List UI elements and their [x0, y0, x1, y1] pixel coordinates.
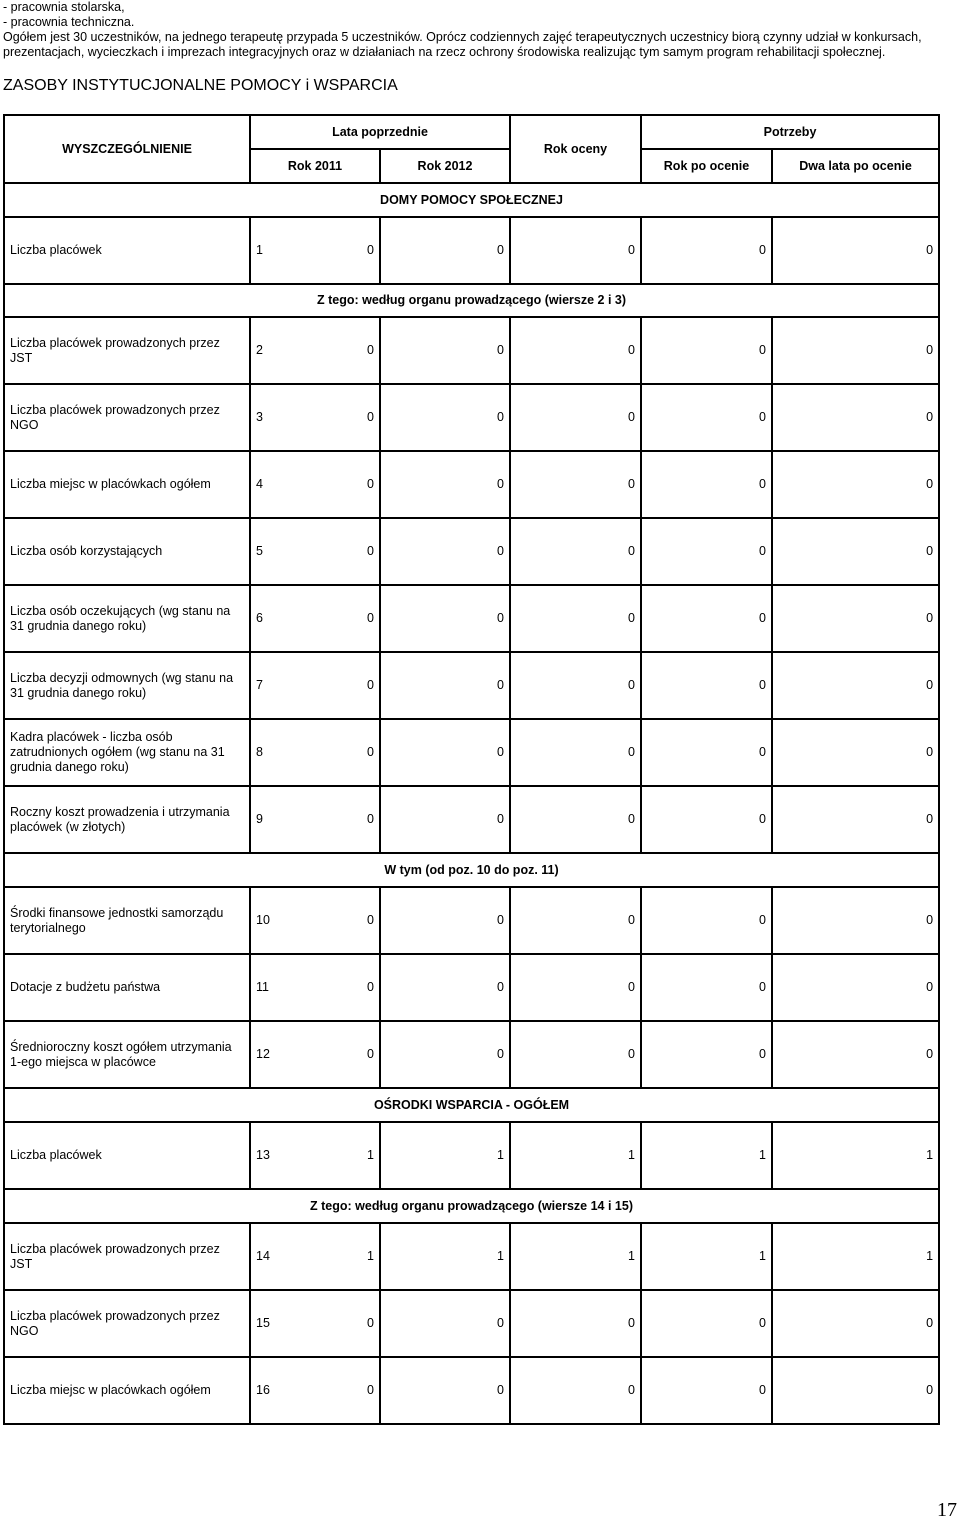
row-number — [250, 1290, 380, 1357]
table-row — [4, 652, 939, 719]
value-rok-po-ocenie: 0 — [641, 1290, 772, 1357]
value-rok-oceny: 0 — [510, 719, 641, 786]
value-rok-oceny: 0 — [510, 887, 641, 954]
value-rok-2012: 1 — [380, 1122, 510, 1189]
value-rok-po-ocenie: 0 — [641, 585, 772, 652]
value-dwa-lata-po-ocenie: 0 — [772, 652, 939, 719]
value-rok-2012: 0 — [380, 719, 510, 786]
value-rok-oceny: 0 — [510, 786, 641, 853]
table-row — [4, 786, 939, 853]
table-row — [4, 887, 939, 954]
value-rok-2011: 0 — [367, 611, 374, 625]
intro-line: Ogółem jest 30 uczestników, na jednego terapeutę przypada 5 uczestników. Oprócz codziennych zajęć terapeutycznych uczestnicy biorą czynny udział w konkursach, — [3, 30, 922, 44]
value-dwa-lata-po-ocenie: 0 — [772, 384, 939, 451]
section-heading: ZASOBY INSTYTUCJONALNE POMOCY i WSPARCIA — [3, 77, 398, 94]
value-rok-po-ocenie: 0 — [641, 317, 772, 384]
value-rok-2011: 0 — [367, 980, 374, 994]
header-dwa-lata-po-ocenie: Dwa lata po ocenie — [772, 149, 939, 183]
section-row — [4, 1189, 939, 1223]
value-rok-oceny: 1 — [510, 1122, 641, 1189]
section-row — [4, 183, 939, 217]
section-title: DOMY POMOCY SPOŁECZNEJ — [4, 183, 939, 217]
value-rok-oceny: 0 — [510, 217, 641, 284]
row-index: 3 — [256, 410, 263, 424]
value-dwa-lata-po-ocenie: 0 — [772, 1357, 939, 1424]
value-rok-2012: 0 — [380, 954, 510, 1021]
row-index: 2 — [256, 343, 263, 357]
table-row — [4, 1021, 939, 1088]
value-rok-2012: 0 — [380, 1021, 510, 1088]
value-dwa-lata-po-ocenie: 0 — [772, 317, 939, 384]
value-rok-2011: 1 — [367, 1249, 374, 1263]
row-number — [250, 451, 380, 518]
row-number — [250, 585, 380, 652]
table-row — [4, 384, 939, 451]
value-rok-po-ocenie: 0 — [641, 518, 772, 585]
row-number — [250, 1223, 380, 1290]
row-number — [250, 1021, 380, 1088]
value-rok-po-ocenie: 0 — [641, 652, 772, 719]
row-label: Liczba osób korzystających — [4, 518, 250, 585]
value-dwa-lata-po-ocenie: 0 — [772, 719, 939, 786]
row-index: 8 — [256, 745, 263, 759]
value-rok-po-ocenie: 0 — [641, 1021, 772, 1088]
value-dwa-lata-po-ocenie: 0 — [772, 585, 939, 652]
table-row — [4, 719, 939, 786]
row-label: Liczba decyzji odmownych (wg stanu na 31 grudnia danego roku) — [4, 652, 250, 719]
row-label: Liczba placówek — [4, 217, 250, 284]
row-label: Średnioroczny koszt ogółem utrzymania 1-ego miejsca w placówce — [4, 1021, 250, 1088]
value-rok-2011: 0 — [367, 243, 374, 257]
row-index: 13 — [256, 1148, 270, 1162]
header-lata-poprzednie: Lata poprzednie — [250, 115, 510, 149]
row-number — [250, 317, 380, 384]
value-rok-po-ocenie: 0 — [641, 719, 772, 786]
row-number — [250, 384, 380, 451]
row-number — [250, 652, 380, 719]
table-row — [4, 451, 939, 518]
value-rok-oceny: 0 — [510, 1357, 641, 1424]
section-row — [4, 853, 939, 887]
section-title: Z tego: według organu prowadzącego (wiersze 2 i 3) — [4, 284, 939, 317]
row-number — [250, 887, 380, 954]
value-rok-2011: 0 — [367, 678, 374, 692]
row-number — [250, 954, 380, 1021]
table-row — [4, 1122, 939, 1189]
row-label: Roczny koszt prowadzenia i utrzymania placówek (w złotych) — [4, 786, 250, 853]
resources-table — [3, 114, 940, 1425]
value-rok-po-ocenie: 0 — [641, 217, 772, 284]
value-rok-2012: 0 — [380, 518, 510, 585]
value-dwa-lata-po-ocenie: 1 — [772, 1122, 939, 1189]
value-rok-2012: 0 — [380, 652, 510, 719]
header-rok-po-ocenie: Rok po ocenie — [641, 149, 772, 183]
row-label: Liczba placówek prowadzonych przez NGO — [4, 384, 250, 451]
value-rok-2011: 0 — [367, 477, 374, 491]
value-rok-oceny: 0 — [510, 317, 641, 384]
value-dwa-lata-po-ocenie: 0 — [772, 1021, 939, 1088]
value-rok-oceny: 0 — [510, 954, 641, 1021]
value-rok-oceny: 0 — [510, 652, 641, 719]
header-row-top — [4, 115, 939, 149]
value-dwa-lata-po-ocenie: 1 — [772, 1223, 939, 1290]
row-label: Środki finansowe jednostki samorządu terytorialnego — [4, 887, 250, 954]
value-rok-2011: 0 — [367, 1047, 374, 1061]
row-number — [250, 1122, 380, 1189]
row-label: Liczba placówek prowadzonych przez JST — [4, 1223, 250, 1290]
table-row — [4, 217, 939, 284]
row-number — [250, 518, 380, 585]
value-rok-2011: 0 — [367, 1316, 374, 1330]
row-label: Liczba placówek prowadzonych przez JST — [4, 317, 250, 384]
value-dwa-lata-po-ocenie: 0 — [772, 451, 939, 518]
row-index: 14 — [256, 1249, 270, 1263]
row-number — [250, 786, 380, 853]
header-potrzeby: Potrzeby — [641, 115, 939, 149]
intro-line: - pracownia techniczna. — [3, 15, 135, 29]
value-rok-2011: 0 — [367, 544, 374, 558]
header-rok-oceny: Rok oceny — [510, 115, 641, 183]
value-rok-oceny: 0 — [510, 585, 641, 652]
value-rok-2012: 0 — [380, 1357, 510, 1424]
value-rok-2011: 1 — [367, 1148, 374, 1162]
value-rok-2012: 0 — [380, 217, 510, 284]
table-row — [4, 518, 939, 585]
section-row — [4, 284, 939, 317]
value-rok-po-ocenie: 0 — [641, 954, 772, 1021]
value-rok-po-ocenie: 1 — [641, 1122, 772, 1189]
section-title: OŚRODKI WSPARCIA - OGÓŁEM — [4, 1088, 939, 1122]
value-rok-2011: 0 — [367, 1383, 374, 1397]
value-dwa-lata-po-ocenie: 0 — [772, 887, 939, 954]
row-index: 11 — [256, 980, 269, 994]
row-number — [250, 719, 380, 786]
row-index: 4 — [256, 477, 263, 491]
value-rok-2012: 0 — [380, 384, 510, 451]
value-rok-2012: 1 — [380, 1223, 510, 1290]
value-dwa-lata-po-ocenie: 0 — [772, 217, 939, 284]
row-label: Kadra placówek - liczba osób zatrudnionych ogółem (wg stanu na 31 grudnia danego roku) — [4, 719, 250, 786]
table-row — [4, 585, 939, 652]
header-rok-2011: Rok 2011 — [250, 149, 380, 183]
value-rok-oceny: 0 — [510, 518, 641, 585]
row-index: 6 — [256, 611, 263, 625]
section-row — [4, 1088, 939, 1122]
table-row — [4, 954, 939, 1021]
row-number — [250, 217, 380, 284]
row-index: 16 — [256, 1383, 270, 1397]
value-rok-2011: 0 — [367, 343, 374, 357]
section-title: Z tego: według organu prowadzącego (wiersze 14 i 15) — [4, 1189, 939, 1223]
header-wyszczegolnienie: WYSZCZEGÓLNIENIE — [4, 115, 250, 183]
value-rok-2011: 0 — [367, 913, 374, 927]
value-rok-2012: 0 — [380, 317, 510, 384]
row-number — [250, 1357, 380, 1424]
row-index: 10 — [256, 913, 270, 927]
intro-text — [3, 0, 958, 60]
value-rok-2011: 0 — [367, 812, 374, 826]
value-dwa-lata-po-ocenie: 0 — [772, 1290, 939, 1357]
row-index: 5 — [256, 544, 263, 558]
value-rok-po-ocenie: 0 — [641, 786, 772, 853]
value-rok-oceny: 0 — [510, 384, 641, 451]
value-rok-2011: 0 — [367, 410, 374, 424]
value-rok-2012: 0 — [380, 585, 510, 652]
row-label: Dotacje z budżetu państwa — [4, 954, 250, 1021]
value-rok-oceny: 0 — [510, 1290, 641, 1357]
row-index: 7 — [256, 678, 263, 692]
header-rok-2012: Rok 2012 — [380, 149, 510, 183]
table-row — [4, 1223, 939, 1290]
row-index: 12 — [256, 1047, 270, 1061]
value-rok-2012: 0 — [380, 786, 510, 853]
table-row — [4, 1290, 939, 1357]
value-rok-oceny: 0 — [510, 1021, 641, 1088]
row-label: Liczba osób oczekujących (wg stanu na 31 grudnia danego roku) — [4, 585, 250, 652]
value-rok-2012: 0 — [380, 1290, 510, 1357]
section-title: W tym (od poz. 10 do poz. 11) — [4, 853, 939, 887]
value-dwa-lata-po-ocenie: 0 — [772, 786, 939, 853]
row-label: Liczba placówek prowadzonych przez NGO — [4, 1290, 250, 1357]
value-rok-po-ocenie: 1 — [641, 1223, 772, 1290]
row-index: 1 — [256, 243, 263, 257]
value-rok-2012: 0 — [380, 451, 510, 518]
intro-line: prezentacjach, wycieczkach i imprezach integracyjnych oraz w działaniach na rzecz ochrony środowiska realizując tym samym program rehabilitacji społecznej. — [3, 45, 886, 59]
table-row — [4, 1357, 939, 1424]
value-rok-po-ocenie: 0 — [641, 1357, 772, 1424]
value-rok-2012: 0 — [380, 887, 510, 954]
row-label: Liczba miejsc w placówkach ogółem — [4, 1357, 250, 1424]
value-dwa-lata-po-ocenie: 0 — [772, 518, 939, 585]
value-rok-2011: 0 — [367, 745, 374, 759]
table-row — [4, 317, 939, 384]
value-rok-oceny: 1 — [510, 1223, 641, 1290]
value-dwa-lata-po-ocenie: 0 — [772, 954, 939, 1021]
value-rok-po-ocenie: 0 — [641, 384, 772, 451]
row-index: 15 — [256, 1316, 270, 1330]
value-rok-po-ocenie: 0 — [641, 451, 772, 518]
intro-line: - pracownia stolarska, — [3, 0, 125, 14]
row-label: Liczba miejsc w placówkach ogółem — [4, 451, 250, 518]
row-label: Liczba placówek — [4, 1122, 250, 1189]
value-rok-oceny: 0 — [510, 451, 641, 518]
row-index: 9 — [256, 812, 263, 826]
value-rok-po-ocenie: 0 — [641, 887, 772, 954]
page-number: 17 — [937, 1499, 957, 1521]
